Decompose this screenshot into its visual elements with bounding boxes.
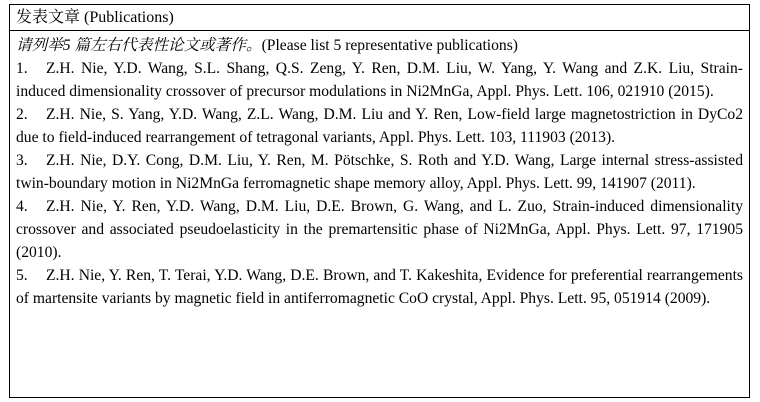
instruction-english: (Please list 5 representative publications) — [261, 37, 518, 54]
instruction-chinese: 请列举5 篇左右代表性论文或著作。 — [16, 37, 262, 54]
publication-item — [16, 195, 743, 264]
publication-item — [16, 264, 743, 310]
publication-number: 4. — [16, 198, 28, 215]
publication-text: Z.H. Nie, Y. Ren, Y.D. Wang, D.M. Liu, D.E. Brown, G. Wang, and L. Zuo, Strain-induced dimensionality crossover and associated pseudoelasticity in the premartensitic phase of Ni2MnGa, Appl. Phys. Lett. 97, 171905 (2010). — [16, 198, 743, 261]
publication-number: 2. — [16, 106, 28, 123]
publication-text: Z.H. Nie, Y.D. Wang, S.L. Shang, Q.S. Zeng, Y. Ren, D.M. Liu, W. Yang, Y. Wang and Z.K. Liu, Strain-induced dimensionality crossover of precursor modulations in Ni2MnGa, Appl. Phys. Lett. 106, 021910 (2015). — [16, 60, 743, 100]
instruction-line — [16, 34, 743, 57]
publications-content — [10, 31, 749, 310]
publication-item — [16, 57, 743, 103]
publication-item — [16, 103, 743, 149]
publication-number: 3. — [16, 152, 28, 169]
publication-text: Z.H. Nie, Y. Ren, T. Terai, Y.D. Wang, D.E. Brown, and T. Kakeshita, Evidence for preferential rearrangements of martensite variants by magnetic field in antiferromagnetic CoO crystal, Appl. Phys. Lett. 95, 051914 (2009). — [16, 267, 743, 307]
publication-number: 1. — [16, 60, 28, 77]
publication-text: Z.H. Nie, D.Y. Cong, D.M. Liu, Y. Ren, M. Pötschke, S. Roth and Y.D. Wang, Large internal stress-assisted twin-boundary motion in Ni2MnGa ferromagnetic shape memory alloy, Appl. Phys. Lett. 99, 141907 (2011). — [16, 152, 743, 192]
section-title: 发表文章 (Publications) — [10, 5, 749, 31]
publications-table — [9, 4, 750, 398]
publication-text: Z.H. Nie, S. Yang, Y.D. Wang, Z.L. Wang, D.M. Liu and Y. Ren, Low-field large magnetostriction in DyCo2 due to field-induced rearrangement of tetragonal variants, Appl. Phys. Lett. 103, 111903 (2013). — [16, 106, 743, 146]
publication-number: 5. — [16, 267, 28, 284]
publication-item — [16, 149, 743, 195]
